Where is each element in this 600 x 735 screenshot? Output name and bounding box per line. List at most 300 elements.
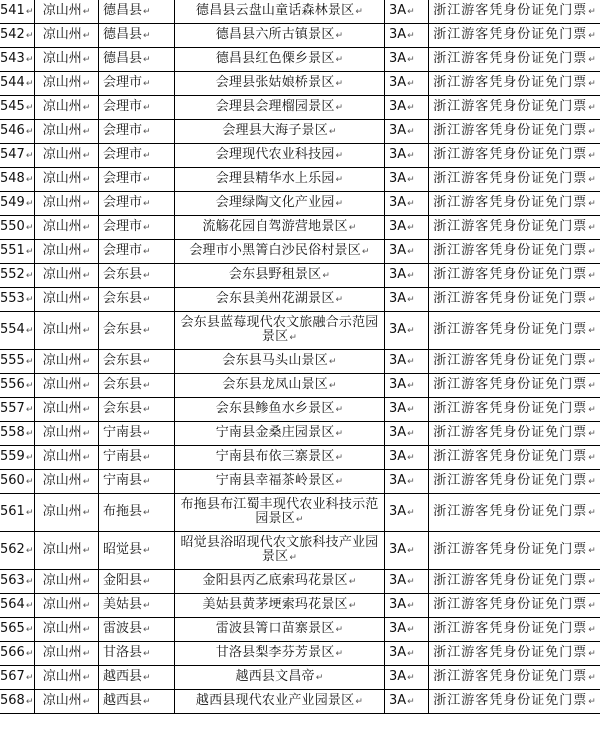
paragraph-mark-icon: ↵ (82, 79, 91, 89)
scenic-area-name-text: 宁南县幸福茶岭景区 (215, 473, 335, 488)
paragraph-mark-icon: ↵ (25, 673, 34, 683)
paragraph-mark-icon: ↵ (407, 79, 415, 89)
admission-policy-cell (429, 666, 600, 690)
paragraph-mark-icon: ↵ (407, 271, 415, 281)
prefecture-text: 凉山州 (42, 573, 82, 588)
scenic-area-name-cell (175, 72, 385, 96)
prefecture-cell (35, 192, 99, 216)
table-row (0, 374, 600, 398)
paragraph-mark-icon: ↵ (588, 175, 597, 185)
prefecture-cell (35, 312, 99, 350)
paragraph-mark-icon: ↵ (82, 31, 91, 41)
paragraph-mark-icon: ↵ (588, 625, 597, 635)
paragraph-mark-icon: ↵ (82, 55, 91, 65)
table-row (0, 144, 600, 168)
paragraph-mark-icon: ↵ (355, 697, 364, 707)
admission-policy-text: 浙江游客凭身份证免门票 (433, 597, 588, 612)
prefecture-text: 凉山州 (42, 542, 82, 557)
paragraph-mark-icon: ↵ (25, 271, 34, 281)
admission-policy-cell (429, 422, 600, 446)
scenic-area-name-text: 雷波县箐口苗寨景区 (215, 621, 335, 636)
table-row (0, 642, 600, 666)
county-cell (99, 532, 175, 570)
paragraph-mark-icon: ↵ (25, 601, 34, 611)
county-cell (99, 422, 175, 446)
scenic-area-name-text: 布拖县布江蜀丰现代农业科技示范园景区 (180, 497, 379, 526)
paragraph-mark-icon: ↵ (335, 79, 344, 89)
paragraph-mark-icon: ↵ (588, 271, 597, 281)
paragraph-mark-icon: ↵ (407, 577, 415, 587)
admission-policy-cell (429, 96, 600, 120)
paragraph-mark-icon: ↵ (289, 333, 298, 343)
prefecture-cell (35, 618, 99, 642)
paragraph-mark-icon: ↵ (348, 601, 357, 611)
admission-policy-cell (429, 374, 600, 398)
paragraph-mark-icon: ↵ (82, 223, 91, 233)
scenic-area-name-cell (175, 120, 385, 144)
grade-cell (385, 570, 429, 594)
grade-cell (385, 144, 429, 168)
row-number-text: 548 (0, 171, 25, 186)
admission-policy-cell (429, 48, 600, 72)
county-text: 德昌县 (103, 3, 143, 18)
paragraph-mark-icon: ↵ (143, 79, 151, 89)
scenic-area-name-cell (175, 690, 385, 714)
paragraph-mark-icon: ↵ (588, 199, 597, 209)
admission-policy-text: 浙江游客凭身份证免门票 (433, 291, 588, 306)
paragraph-mark-icon: ↵ (407, 175, 415, 185)
county-cell (99, 594, 175, 618)
admission-policy-text: 浙江游客凭身份证免门票 (433, 322, 588, 337)
paragraph-mark-icon: ↵ (143, 697, 151, 707)
paragraph-mark-icon: ↵ (328, 127, 337, 137)
admission-policy-cell (429, 398, 600, 422)
admission-policy-cell (429, 570, 600, 594)
grade-cell (385, 24, 429, 48)
county-text: 越西县 (103, 693, 143, 708)
admission-policy-text: 浙江游客凭身份证免门票 (433, 195, 588, 210)
prefecture-cell (35, 570, 99, 594)
admission-policy-cell (429, 120, 600, 144)
grade-cell (385, 446, 429, 470)
paragraph-mark-icon: ↵ (407, 429, 415, 439)
scenic-area-name-text: 会东县野租景区 (228, 267, 322, 282)
admission-policy-text: 浙江游客凭身份证免门票 (433, 171, 588, 186)
county-cell (99, 374, 175, 398)
county-cell (99, 494, 175, 532)
grade-text: 3A (389, 123, 407, 138)
paragraph-mark-icon: ↵ (335, 151, 344, 161)
scenic-area-name-text: 宁南县布依三寨景区 (215, 449, 335, 464)
admission-policy-cell (429, 24, 600, 48)
paragraph-mark-icon: ↵ (335, 625, 344, 635)
row-number-cell (0, 264, 35, 288)
prefecture-text: 凉山州 (42, 504, 82, 519)
paragraph-mark-icon: ↵ (407, 601, 415, 611)
county-text: 昭觉县 (103, 542, 143, 557)
county-cell (99, 642, 175, 666)
paragraph-mark-icon: ↵ (335, 295, 344, 305)
prefecture-cell (35, 422, 99, 446)
paragraph-mark-icon: ↵ (588, 79, 597, 89)
scenic-area-name-cell (175, 398, 385, 422)
paragraph-mark-icon: ↵ (82, 453, 91, 463)
row-number-cell (0, 494, 35, 532)
grade-text: 3A (389, 693, 407, 708)
paragraph-mark-icon: ↵ (335, 649, 344, 659)
prefecture-cell (35, 48, 99, 72)
admission-policy-text: 浙江游客凭身份证免门票 (433, 693, 588, 708)
grade-cell (385, 288, 429, 312)
row-number-cell (0, 594, 35, 618)
county-cell (99, 192, 175, 216)
paragraph-mark-icon: ↵ (143, 625, 151, 635)
paragraph-mark-icon: ↵ (82, 381, 91, 391)
county-text: 会理市 (103, 123, 143, 138)
row-number-text: 563 (0, 573, 25, 588)
paragraph-mark-icon: ↵ (295, 515, 304, 525)
grade-text: 3A (389, 621, 407, 636)
admission-policy-text: 浙江游客凭身份证免门票 (433, 75, 588, 90)
admission-policy-text: 浙江游客凭身份证免门票 (433, 123, 588, 138)
admission-policy-text: 浙江游客凭身份证免门票 (433, 219, 588, 234)
prefecture-cell (35, 642, 99, 666)
table-row (0, 120, 600, 144)
table-row (0, 216, 600, 240)
county-cell (99, 690, 175, 714)
paragraph-mark-icon: ↵ (143, 453, 151, 463)
admission-policy-text: 浙江游客凭身份证免门票 (433, 147, 588, 162)
paragraph-mark-icon: ↵ (82, 199, 91, 209)
admission-policy-text: 浙江游客凭身份证免门票 (433, 504, 588, 519)
table-row (0, 288, 600, 312)
row-number-cell (0, 96, 35, 120)
table-row (0, 446, 600, 470)
prefecture-cell (35, 240, 99, 264)
admission-policy-cell (429, 216, 600, 240)
county-cell (99, 0, 175, 24)
paragraph-mark-icon: ↵ (348, 223, 357, 233)
grade-text: 3A (389, 27, 407, 42)
admission-policy-cell (429, 168, 600, 192)
prefecture-text: 凉山州 (42, 377, 82, 392)
paragraph-mark-icon: ↵ (588, 381, 597, 391)
row-number-cell (0, 288, 35, 312)
scenic-area-name-text: 宁南县金桑庄园景区 (215, 425, 335, 440)
county-text: 会东县 (103, 322, 143, 337)
admission-policy-cell (429, 0, 600, 24)
paragraph-mark-icon: ↵ (348, 577, 357, 587)
scenic-area-name-text: 会东县马头山景区 (222, 353, 328, 368)
paragraph-mark-icon: ↵ (143, 223, 151, 233)
row-number-text: 567 (0, 669, 25, 684)
paragraph-mark-icon: ↵ (588, 357, 597, 367)
scenic-area-name-cell (175, 422, 385, 446)
grade-text: 3A (389, 377, 407, 392)
prefecture-cell (35, 24, 99, 48)
grade-cell (385, 618, 429, 642)
county-text: 雷波县 (103, 621, 143, 636)
row-number-cell (0, 618, 35, 642)
row-number-text: 543 (0, 51, 25, 66)
grade-cell (385, 642, 429, 666)
paragraph-mark-icon: ↵ (82, 175, 91, 185)
prefecture-text: 凉山州 (42, 425, 82, 440)
prefecture-text: 凉山州 (42, 3, 82, 18)
grade-text: 3A (389, 473, 407, 488)
prefecture-text: 凉山州 (42, 401, 82, 416)
prefecture-text: 凉山州 (42, 669, 82, 684)
grade-cell (385, 264, 429, 288)
paragraph-mark-icon: ↵ (328, 381, 337, 391)
paragraph-mark-icon: ↵ (82, 649, 91, 659)
grade-text: 3A (389, 147, 407, 162)
paragraph-mark-icon: ↵ (143, 295, 151, 305)
scenic-area-name-cell (175, 470, 385, 494)
paragraph-mark-icon: ↵ (25, 477, 34, 487)
row-number-text: 545 (0, 99, 25, 114)
row-number-cell (0, 446, 35, 470)
admission-policy-cell (429, 690, 600, 714)
scenic-area-name-text: 昭觉县浴昭现代农文旅科技产业园景区 (180, 535, 379, 564)
scenic-area-name-cell (175, 216, 385, 240)
prefecture-cell (35, 288, 99, 312)
table-row (0, 48, 600, 72)
paragraph-mark-icon: ↵ (588, 649, 597, 659)
paragraph-mark-icon: ↵ (143, 405, 151, 415)
paragraph-mark-icon: ↵ (588, 127, 597, 137)
prefecture-cell (35, 96, 99, 120)
paragraph-mark-icon: ↵ (82, 508, 91, 518)
paragraph-mark-icon: ↵ (335, 405, 344, 415)
paragraph-mark-icon: ↵ (143, 151, 151, 161)
paragraph-mark-icon: ↵ (143, 381, 151, 391)
paragraph-mark-icon: ↵ (25, 79, 34, 89)
paragraph-mark-icon: ↵ (82, 103, 91, 113)
grade-text: 3A (389, 401, 407, 416)
county-text: 宁南县 (103, 449, 143, 464)
grade-cell (385, 312, 429, 350)
county-text: 会东县 (103, 291, 143, 306)
paragraph-mark-icon: ↵ (588, 326, 597, 336)
scenic-area-name-cell (175, 240, 385, 264)
paragraph-mark-icon: ↵ (588, 55, 597, 65)
scenic-area-name-text: 会东县龙凤山景区 (222, 377, 328, 392)
paragraph-mark-icon: ↵ (335, 55, 344, 65)
paragraph-mark-icon: ↵ (407, 223, 415, 233)
prefecture-text: 凉山州 (42, 123, 82, 138)
prefecture-text: 凉山州 (42, 473, 82, 488)
paragraph-mark-icon: ↵ (82, 429, 91, 439)
prefecture-text: 凉山州 (42, 51, 82, 66)
county-text: 会理市 (103, 195, 143, 210)
prefecture-text: 凉山州 (42, 267, 82, 282)
scenic-area-name-cell (175, 288, 385, 312)
paragraph-mark-icon: ↵ (143, 673, 151, 683)
paragraph-mark-icon: ↵ (407, 103, 415, 113)
admission-policy-text: 浙江游客凭身份证免门票 (433, 51, 588, 66)
row-number-text: 568 (0, 693, 25, 708)
row-number-cell (0, 240, 35, 264)
paragraph-mark-icon: ↵ (407, 697, 415, 707)
row-number-text: 542 (0, 27, 25, 42)
row-number-cell (0, 690, 35, 714)
county-text: 布拖县 (103, 504, 143, 519)
admission-policy-cell (429, 494, 600, 532)
row-number-cell (0, 570, 35, 594)
paragraph-mark-icon: ↵ (143, 175, 151, 185)
row-number-text: 544 (0, 75, 25, 90)
prefecture-text: 凉山州 (42, 291, 82, 306)
paragraph-mark-icon: ↵ (25, 697, 34, 707)
table-row (0, 350, 600, 374)
county-text: 会理市 (103, 219, 143, 234)
paragraph-mark-icon: ↵ (25, 223, 34, 233)
row-number-cell (0, 666, 35, 690)
grade-text: 3A (389, 425, 407, 440)
paragraph-mark-icon: ↵ (82, 601, 91, 611)
admission-policy-cell (429, 618, 600, 642)
table-row (0, 398, 600, 422)
admission-policy-text: 浙江游客凭身份证免门票 (433, 3, 588, 18)
paragraph-mark-icon: ↵ (315, 673, 324, 683)
scenic-area-name-text: 会理县会理榴园景区 (215, 99, 335, 114)
scenic-area-name-cell (175, 618, 385, 642)
scenic-area-name-cell (175, 666, 385, 690)
grade-text: 3A (389, 573, 407, 588)
paragraph-mark-icon: ↵ (407, 7, 415, 17)
prefecture-cell (35, 216, 99, 240)
scenic-area-name-text: 会理县张姑娘桥景区 (215, 75, 335, 90)
paragraph-mark-icon: ↵ (143, 326, 151, 336)
paragraph-mark-icon: ↵ (407, 477, 415, 487)
prefecture-cell (35, 264, 99, 288)
paragraph-mark-icon: ↵ (25, 127, 34, 137)
paragraph-mark-icon: ↵ (407, 326, 415, 336)
county-text: 会东县 (103, 377, 143, 392)
scenic-area-name-cell (175, 48, 385, 72)
prefecture-cell (35, 0, 99, 24)
grade-cell (385, 192, 429, 216)
row-number-text: 560 (0, 473, 25, 488)
grade-cell (385, 666, 429, 690)
grade-cell (385, 374, 429, 398)
row-number-cell (0, 144, 35, 168)
paragraph-mark-icon: ↵ (25, 151, 34, 161)
paragraph-mark-icon: ↵ (407, 199, 415, 209)
paragraph-mark-icon: ↵ (143, 247, 151, 257)
table-row (0, 532, 600, 570)
row-number-cell (0, 312, 35, 350)
grade-cell (385, 398, 429, 422)
county-cell (99, 398, 175, 422)
paragraph-mark-icon: ↵ (335, 199, 344, 209)
county-text: 宁南县 (103, 425, 143, 440)
row-number-cell (0, 532, 35, 570)
scenic-area-name-text: 越西县现代农业产业园景区 (195, 693, 355, 708)
row-number-cell (0, 350, 35, 374)
paragraph-mark-icon: ↵ (588, 247, 597, 257)
grade-cell (385, 350, 429, 374)
grade-text: 3A (389, 597, 407, 612)
scenic-area-name-cell (175, 594, 385, 618)
row-number-text: 565 (0, 621, 25, 636)
paragraph-mark-icon: ↵ (25, 31, 34, 41)
grade-text: 3A (389, 51, 407, 66)
paragraph-mark-icon: ↵ (82, 271, 91, 281)
paragraph-mark-icon: ↵ (588, 405, 597, 415)
scenic-area-name-cell (175, 312, 385, 350)
grade-cell (385, 168, 429, 192)
paragraph-mark-icon: ↵ (588, 223, 597, 233)
scenic-area-name-cell (175, 532, 385, 570)
paragraph-mark-icon: ↵ (143, 103, 151, 113)
row-number-text: 551 (0, 243, 25, 258)
paragraph-mark-icon: ↵ (25, 357, 34, 367)
grade-cell (385, 72, 429, 96)
grade-text: 3A (389, 243, 407, 258)
admission-policy-cell (429, 470, 600, 494)
grade-cell (385, 0, 429, 24)
table-row (0, 570, 600, 594)
prefecture-text: 凉山州 (42, 597, 82, 612)
scenic-area-name-text: 德昌县六所古镇景区 (215, 27, 335, 42)
paragraph-mark-icon: ↵ (143, 271, 151, 281)
paragraph-mark-icon: ↵ (407, 295, 415, 305)
scenic-area-name-cell (175, 0, 385, 24)
table-row (0, 72, 600, 96)
paragraph-mark-icon: ↵ (82, 577, 91, 587)
prefecture-cell (35, 690, 99, 714)
paragraph-mark-icon: ↵ (25, 55, 34, 65)
prefecture-cell (35, 446, 99, 470)
paragraph-mark-icon: ↵ (335, 429, 344, 439)
row-number-cell (0, 72, 35, 96)
county-cell (99, 618, 175, 642)
admission-policy-text: 浙江游客凭身份证免门票 (433, 243, 588, 258)
scenic-area-name-text: 会东县蓝莓现代农文旅融合示范园景区 (180, 315, 379, 344)
county-text: 会理市 (103, 75, 143, 90)
county-cell (99, 24, 175, 48)
paragraph-mark-icon: ↵ (82, 326, 91, 336)
county-cell (99, 350, 175, 374)
paragraph-mark-icon: ↵ (407, 546, 415, 556)
county-cell (99, 120, 175, 144)
paragraph-mark-icon: ↵ (143, 477, 151, 487)
scenic-area-name-text: 会理市小黑箐白沙民俗村景区 (189, 243, 361, 258)
scenic-area-name-text: 流觞花园自驾游营地景区 (202, 219, 348, 234)
paragraph-mark-icon: ↵ (588, 546, 597, 556)
scenic-area-name-cell (175, 24, 385, 48)
paragraph-mark-icon: ↵ (143, 429, 151, 439)
row-number-text: 564 (0, 597, 25, 612)
admission-policy-text: 浙江游客凭身份证免门票 (433, 645, 588, 660)
paragraph-mark-icon: ↵ (143, 127, 151, 137)
grade-text: 3A (389, 3, 407, 18)
paragraph-mark-icon: ↵ (588, 508, 597, 518)
admission-policy-text: 浙江游客凭身份证免门票 (433, 449, 588, 464)
table-row (0, 494, 600, 532)
paragraph-mark-icon: ↵ (82, 625, 91, 635)
admission-policy-cell (429, 264, 600, 288)
grade-text: 3A (389, 291, 407, 306)
scenic-area-name-cell (175, 168, 385, 192)
admission-policy-text: 浙江游客凭身份证免门票 (433, 377, 588, 392)
county-cell (99, 96, 175, 120)
paragraph-mark-icon: ↵ (25, 199, 34, 209)
row-number-text: 557 (0, 401, 25, 416)
paragraph-mark-icon: ↵ (82, 151, 91, 161)
